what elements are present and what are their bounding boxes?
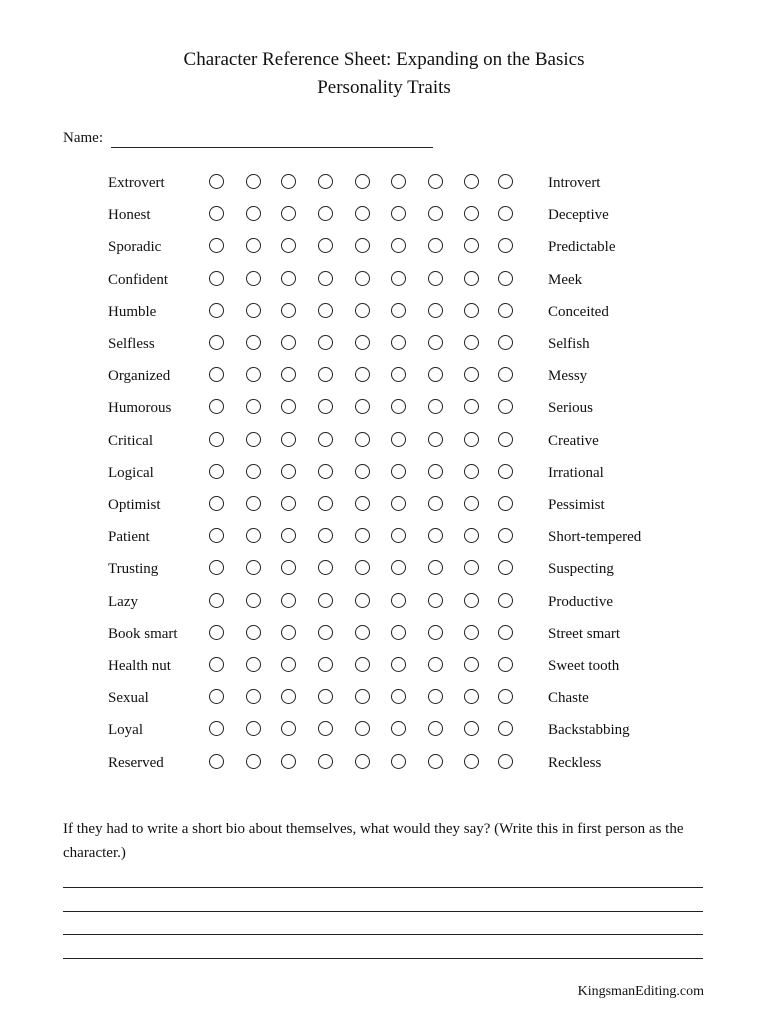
trait-left-label: Health nut <box>108 658 171 674</box>
rating-bubble[interactable] <box>498 271 513 286</box>
trait-row <box>0 328 768 360</box>
rating-bubble[interactable] <box>318 689 333 704</box>
rating-bubble[interactable] <box>391 754 406 769</box>
trait-right-label: Street smart <box>548 625 621 642</box>
trait-right-label: Backstabbing <box>548 722 630 739</box>
rating-bubble[interactable] <box>281 721 296 736</box>
name-field <box>63 128 433 148</box>
rating-bubble[interactable] <box>246 367 261 382</box>
trait-left-label: Organized <box>108 368 171 385</box>
rating-bubble[interactable] <box>464 464 479 479</box>
rating-bubble[interactable] <box>428 625 443 640</box>
rating-bubble[interactable] <box>498 721 513 736</box>
rating-bubble[interactable] <box>498 206 513 221</box>
rating-bubble[interactable] <box>246 335 261 350</box>
trait-right-label: Introvert <box>548 175 601 191</box>
rating-bubble[interactable] <box>391 593 406 608</box>
rating-bubble[interactable] <box>246 496 261 511</box>
trait-right-label: Short-tempered <box>548 529 642 546</box>
trait-left-label: Humorous <box>108 400 172 417</box>
rating-bubble[interactable] <box>391 625 406 640</box>
rating-bubble[interactable] <box>498 496 513 511</box>
rating-bubble[interactable] <box>246 689 261 704</box>
trait-row <box>0 264 768 296</box>
rating-bubble[interactable] <box>318 721 333 736</box>
rating-bubble[interactable] <box>318 754 333 769</box>
footer-site: KingsmanEditing.com <box>577 984 704 999</box>
rating-bubble[interactable] <box>209 271 224 286</box>
trait-row <box>0 586 768 618</box>
rating-bubble[interactable] <box>209 593 224 608</box>
rating-bubble[interactable] <box>464 399 479 414</box>
rating-bubble[interactable] <box>281 689 296 704</box>
rating-bubble[interactable] <box>428 271 443 286</box>
rating-bubble[interactable] <box>281 206 296 221</box>
rating-bubble[interactable] <box>355 464 370 479</box>
rating-bubble[interactable] <box>498 464 513 479</box>
rating-bubble[interactable] <box>318 367 333 382</box>
trait-right-label: Selfish <box>548 336 590 352</box>
trait-right-label: Productive <box>548 593 613 610</box>
trait-row <box>0 650 768 682</box>
rating-bubble[interactable] <box>281 399 296 414</box>
trait-left-label: Sporadic <box>108 239 162 256</box>
rating-bubble[interactable] <box>355 206 370 221</box>
rating-bubble[interactable] <box>428 399 443 414</box>
name-label: Name: <box>63 130 103 146</box>
rating-bubble[interactable] <box>209 335 224 350</box>
rating-bubble[interactable] <box>209 367 224 382</box>
rating-bubble[interactable] <box>318 335 333 350</box>
trait-right-label: Conceited <box>548 303 609 320</box>
bio-prompt: If they had to write a short bio about themselves, what would they say? (Write this in first person as the character.) <box>63 821 684 861</box>
rating-bubble[interactable] <box>498 657 513 672</box>
rating-bubble[interactable] <box>246 271 261 286</box>
trait-row <box>0 682 768 714</box>
rating-bubble[interactable] <box>391 657 406 672</box>
rating-bubble[interactable] <box>246 174 261 189</box>
rating-bubble[interactable] <box>209 206 224 221</box>
trait-left-label: Selfless <box>108 336 155 352</box>
trait-row <box>0 199 768 231</box>
trait-right-label: Serious <box>548 400 593 417</box>
rating-bubble[interactable] <box>498 593 513 608</box>
rating-bubble[interactable] <box>464 689 479 704</box>
rating-bubble[interactable] <box>246 721 261 736</box>
trait-right-label: Deceptive <box>548 207 609 224</box>
rating-bubble[interactable] <box>355 689 370 704</box>
rating-bubble[interactable] <box>355 593 370 608</box>
rating-bubble[interactable] <box>209 432 224 447</box>
rating-bubble[interactable] <box>209 528 224 543</box>
rating-bubble[interactable] <box>428 367 443 382</box>
rating-bubble[interactable] <box>391 174 406 189</box>
rating-bubble[interactable] <box>355 560 370 575</box>
trait-left-label: Honest <box>108 207 151 224</box>
rating-bubble[interactable] <box>464 657 479 672</box>
rating-bubble[interactable] <box>428 754 443 769</box>
trait-left-label: Reserved <box>108 754 164 771</box>
rating-bubble[interactable] <box>428 238 443 253</box>
trait-left-label: Sexual <box>108 690 149 707</box>
rating-bubble[interactable] <box>318 303 333 318</box>
trait-right-label: Irrational <box>548 464 604 481</box>
rating-bubble[interactable] <box>318 496 333 511</box>
rating-bubble[interactable] <box>498 303 513 318</box>
rating-bubble[interactable] <box>428 560 443 575</box>
rating-bubble[interactable] <box>318 560 333 575</box>
trait-row <box>0 457 768 489</box>
sheet-title: Character Reference Sheet: Expanding on the Basics <box>183 49 585 70</box>
rating-bubble[interactable] <box>246 464 261 479</box>
rating-bubble[interactable] <box>498 367 513 382</box>
rating-bubble[interactable] <box>209 689 224 704</box>
bio-line[interactable] <box>63 887 703 888</box>
rating-bubble[interactable] <box>318 206 333 221</box>
rating-bubble[interactable] <box>209 754 224 769</box>
rating-bubble[interactable] <box>209 399 224 414</box>
rating-bubble[interactable] <box>391 528 406 543</box>
rating-bubble[interactable] <box>318 399 333 414</box>
bio-line[interactable] <box>63 958 703 959</box>
rating-bubble[interactable] <box>281 528 296 543</box>
trait-row <box>0 489 768 521</box>
rating-bubble[interactable] <box>246 625 261 640</box>
rating-bubble[interactable] <box>464 367 479 382</box>
trait-left-label: Confident <box>108 271 168 288</box>
rating-bubble[interactable] <box>464 206 479 221</box>
rating-bubble[interactable] <box>246 560 261 575</box>
rating-bubble[interactable] <box>281 303 296 318</box>
rating-bubble[interactable] <box>355 335 370 350</box>
rating-bubble[interactable] <box>391 271 406 286</box>
trait-row <box>0 553 768 585</box>
trait-left-label: Optimist <box>108 497 161 513</box>
rating-bubble[interactable] <box>209 238 224 253</box>
rating-bubble[interactable] <box>246 206 261 221</box>
trait-left-label: Humble <box>108 303 157 320</box>
trait-row <box>0 296 768 328</box>
rating-bubble[interactable] <box>281 432 296 447</box>
rating-bubble[interactable] <box>498 432 513 447</box>
rating-bubble[interactable] <box>428 335 443 350</box>
rating-bubble[interactable] <box>318 238 333 253</box>
trait-left-label: Lazy <box>108 593 138 610</box>
rating-bubble[interactable] <box>281 367 296 382</box>
rating-bubble[interactable] <box>464 625 479 640</box>
rating-bubble[interactable] <box>318 625 333 640</box>
rating-bubble[interactable] <box>391 303 406 318</box>
rating-bubble[interactable] <box>428 496 443 511</box>
trait-right-label: Sweet tooth <box>548 658 620 674</box>
trait-row <box>0 231 768 263</box>
rating-bubble[interactable] <box>428 689 443 704</box>
rating-bubble[interactable] <box>464 496 479 511</box>
trait-right-label: Pessimist <box>548 497 605 513</box>
trait-row <box>0 714 768 746</box>
rating-bubble[interactable] <box>318 464 333 479</box>
rating-bubble[interactable] <box>355 367 370 382</box>
rating-bubble[interactable] <box>391 432 406 447</box>
rating-bubble[interactable] <box>464 303 479 318</box>
rating-bubble[interactable] <box>391 399 406 414</box>
trait-row <box>0 167 768 199</box>
rating-bubble[interactable] <box>428 432 443 447</box>
trait-right-label: Predictable <box>548 239 616 256</box>
rating-bubble[interactable] <box>391 335 406 350</box>
rating-bubble[interactable] <box>428 593 443 608</box>
rating-bubble[interactable] <box>246 432 261 447</box>
rating-bubble[interactable] <box>464 721 479 736</box>
rating-bubble[interactable] <box>464 432 479 447</box>
rating-bubble[interactable] <box>281 335 296 350</box>
rating-bubble[interactable] <box>355 657 370 672</box>
rating-bubble[interactable] <box>498 399 513 414</box>
rating-bubble[interactable] <box>318 657 333 672</box>
rating-bubble[interactable] <box>355 625 370 640</box>
rating-bubble[interactable] <box>355 496 370 511</box>
rating-bubble[interactable] <box>209 657 224 672</box>
rating-bubble[interactable] <box>498 560 513 575</box>
rating-bubble[interactable] <box>428 721 443 736</box>
rating-bubble[interactable] <box>355 174 370 189</box>
rating-bubble[interactable] <box>498 754 513 769</box>
rating-bubble[interactable] <box>498 238 513 253</box>
rating-bubble[interactable] <box>281 174 296 189</box>
rating-bubble[interactable] <box>391 238 406 253</box>
trait-left-label: Trusting <box>108 561 159 578</box>
rating-bubble[interactable] <box>246 593 261 608</box>
rating-bubble[interactable] <box>464 528 479 543</box>
rating-bubble[interactable] <box>498 625 513 640</box>
rating-bubble[interactable] <box>391 689 406 704</box>
rating-bubble[interactable] <box>391 721 406 736</box>
rating-bubble[interactable] <box>464 335 479 350</box>
rating-bubble[interactable] <box>246 528 261 543</box>
trait-right-label: Creative <box>548 432 599 449</box>
rating-bubble[interactable] <box>281 657 296 672</box>
trait-row <box>0 360 768 392</box>
rating-bubble[interactable] <box>355 528 370 543</box>
rating-bubble[interactable] <box>209 174 224 189</box>
trait-left-label: Patient <box>108 529 150 546</box>
rating-bubble[interactable] <box>464 754 479 769</box>
rating-bubble[interactable] <box>428 528 443 543</box>
trait-left-label: Critical <box>108 432 153 449</box>
trait-right-label: Reckless <box>548 754 602 771</box>
rating-bubble[interactable] <box>318 528 333 543</box>
rating-bubble[interactable] <box>464 271 479 286</box>
rating-bubble[interactable] <box>464 174 479 189</box>
rating-bubble[interactable] <box>428 464 443 479</box>
rating-bubble[interactable] <box>498 335 513 350</box>
rating-bubble[interactable] <box>498 528 513 543</box>
rating-bubble[interactable] <box>428 174 443 189</box>
rating-bubble[interactable] <box>246 303 261 318</box>
rating-bubble[interactable] <box>281 238 296 253</box>
rating-bubble[interactable] <box>355 432 370 447</box>
rating-bubble[interactable] <box>246 754 261 769</box>
rating-bubble[interactable] <box>318 593 333 608</box>
trait-right-label: Suspecting <box>548 561 614 578</box>
bio-line[interactable] <box>63 934 703 935</box>
rating-bubble[interactable] <box>355 721 370 736</box>
trait-right-label: Messy <box>548 368 588 385</box>
rating-bubble[interactable] <box>209 625 224 640</box>
rating-bubble[interactable] <box>246 399 261 414</box>
rating-bubble[interactable] <box>391 464 406 479</box>
rating-bubble[interactable] <box>498 689 513 704</box>
rating-bubble[interactable] <box>209 496 224 511</box>
rating-bubble[interactable] <box>355 238 370 253</box>
rating-bubble[interactable] <box>281 271 296 286</box>
rating-bubble[interactable] <box>281 464 296 479</box>
rating-bubble[interactable] <box>246 657 261 672</box>
rating-bubble[interactable] <box>318 432 333 447</box>
trait-right-label: Chaste <box>548 690 589 707</box>
rating-bubble[interactable] <box>464 238 479 253</box>
bio-line[interactable] <box>63 911 703 912</box>
trait-right-label: Meek <box>548 271 583 288</box>
rating-bubble[interactable] <box>391 206 406 221</box>
rating-bubble[interactable] <box>318 271 333 286</box>
rating-bubble[interactable] <box>355 754 370 769</box>
rating-bubble[interactable] <box>355 303 370 318</box>
rating-bubble[interactable] <box>391 496 406 511</box>
rating-bubble[interactable] <box>281 496 296 511</box>
trait-left-label: Logical <box>108 464 154 481</box>
sheet-subtitle: Personality Traits <box>317 77 451 98</box>
rating-bubble[interactable] <box>428 657 443 672</box>
rating-bubble[interactable] <box>281 625 296 640</box>
rating-bubble[interactable] <box>209 560 224 575</box>
trait-row <box>0 747 768 779</box>
trait-row <box>0 618 768 650</box>
trait-left-label: Extrovert <box>108 175 165 191</box>
trait-left-label: Book smart <box>108 625 178 642</box>
rating-bubble[interactable] <box>281 560 296 575</box>
rating-bubble[interactable] <box>355 399 370 414</box>
rating-bubble[interactable] <box>391 367 406 382</box>
trait-row <box>0 392 768 424</box>
rating-bubble[interactable] <box>428 303 443 318</box>
name-input[interactable] <box>111 131 433 148</box>
trait-row <box>0 521 768 553</box>
rating-bubble[interactable] <box>246 238 261 253</box>
trait-row <box>0 425 768 457</box>
rating-bubble[interactable] <box>209 303 224 318</box>
trait-left-label: Loyal <box>108 722 143 739</box>
rating-bubble[interactable] <box>318 174 333 189</box>
rating-bubble[interactable] <box>464 560 479 575</box>
rating-bubble[interactable] <box>209 721 224 736</box>
rating-bubble[interactable] <box>391 560 406 575</box>
rating-bubble[interactable] <box>464 593 479 608</box>
rating-bubble[interactable] <box>355 271 370 286</box>
rating-bubble[interactable] <box>428 206 443 221</box>
rating-bubble[interactable] <box>281 754 296 769</box>
rating-bubble[interactable] <box>498 174 513 189</box>
rating-bubble[interactable] <box>281 593 296 608</box>
rating-bubble[interactable] <box>209 464 224 479</box>
